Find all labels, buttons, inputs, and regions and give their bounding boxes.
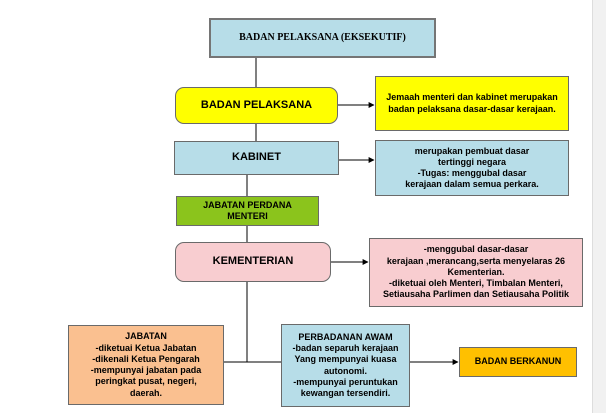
- note-line: badan pelaksana dasar-dasar kerajaan.: [388, 103, 556, 114]
- note-line: -Tugas: menggubal dasar: [417, 168, 527, 178]
- note-line: -menggubal dasar-dasar: [423, 244, 529, 255]
- node-badan-pelaksana: [175, 87, 338, 124]
- node-jabatan-title: JABATAN: [125, 331, 167, 342]
- note-line: Kementerian.: [447, 266, 505, 277]
- node-jabatan-line: -diketuai Ketua Jabatan: [95, 342, 197, 353]
- node-kementerian-label: KEMENTERIAN: [212, 255, 294, 268]
- note-line: Jemaah menteri dan kabinet merupakan: [386, 92, 558, 103]
- node-perbadanan-title: PERBADANAN AWAM: [298, 331, 393, 342]
- node-perbadanan-line: Yang mempunyai kuasa: [294, 354, 397, 365]
- diagram-title-text: BADAN PELAKSANA (EKSEKUTIF): [239, 31, 406, 43]
- node-jabatan: [68, 325, 224, 405]
- note-line: tertinggi negara: [437, 156, 506, 167]
- node-perbadanan-awam: [281, 324, 410, 407]
- node-jabatan-line: -mempunyai jabatan pada: [90, 365, 202, 375]
- node-kabinet: [174, 141, 339, 175]
- diagram-title: [209, 18, 436, 58]
- note-line: kerajaan ,merancang,serta menyelaras 26: [386, 255, 566, 266]
- node-perbadanan-line: -badan separuh kerajaan: [292, 343, 399, 353]
- node-kementerian: [175, 242, 331, 282]
- node-jabatan-line: -dikenali Ketua Pengarah: [92, 353, 200, 364]
- node-jabatan-perdana-menteri: [176, 196, 319, 226]
- note-line: merupakan pembuat dasar: [414, 145, 530, 156]
- node-jpm-label-line: JABATAN PERDANA: [203, 199, 292, 210]
- note-line: kerajaan dalam semua perkara.: [405, 179, 539, 190]
- node-perbadanan-line: kewangan tersendiri.: [300, 388, 391, 398]
- node-badan-berkanun-label: BADAN BERKANUN: [474, 356, 562, 367]
- note-line: -diketuai oleh Menteri, Timbalan Menteri,: [389, 278, 563, 289]
- node-perbadanan-line: -mempunyai peruntukan: [293, 376, 398, 387]
- node-perbadanan-line: autonomi.: [323, 365, 367, 376]
- node-jpm-label-line: MENTERI: [227, 211, 268, 221]
- note-kementerian: [369, 238, 583, 307]
- node-badan-pelaksana-label: BADAN PELAKSANA: [200, 98, 313, 111]
- node-badan-berkanun: [459, 347, 577, 377]
- node-jabatan-line: peringkat pusat, negeri,: [95, 376, 197, 387]
- note-badan-pelaksana: [375, 76, 569, 131]
- note-kabinet: [375, 140, 569, 196]
- node-jabatan-line: daerah.: [129, 387, 162, 398]
- note-line: Setiausaha Parlimen dan Setiausaha Politik: [382, 289, 570, 300]
- node-kabinet-label: KABINET: [232, 151, 281, 164]
